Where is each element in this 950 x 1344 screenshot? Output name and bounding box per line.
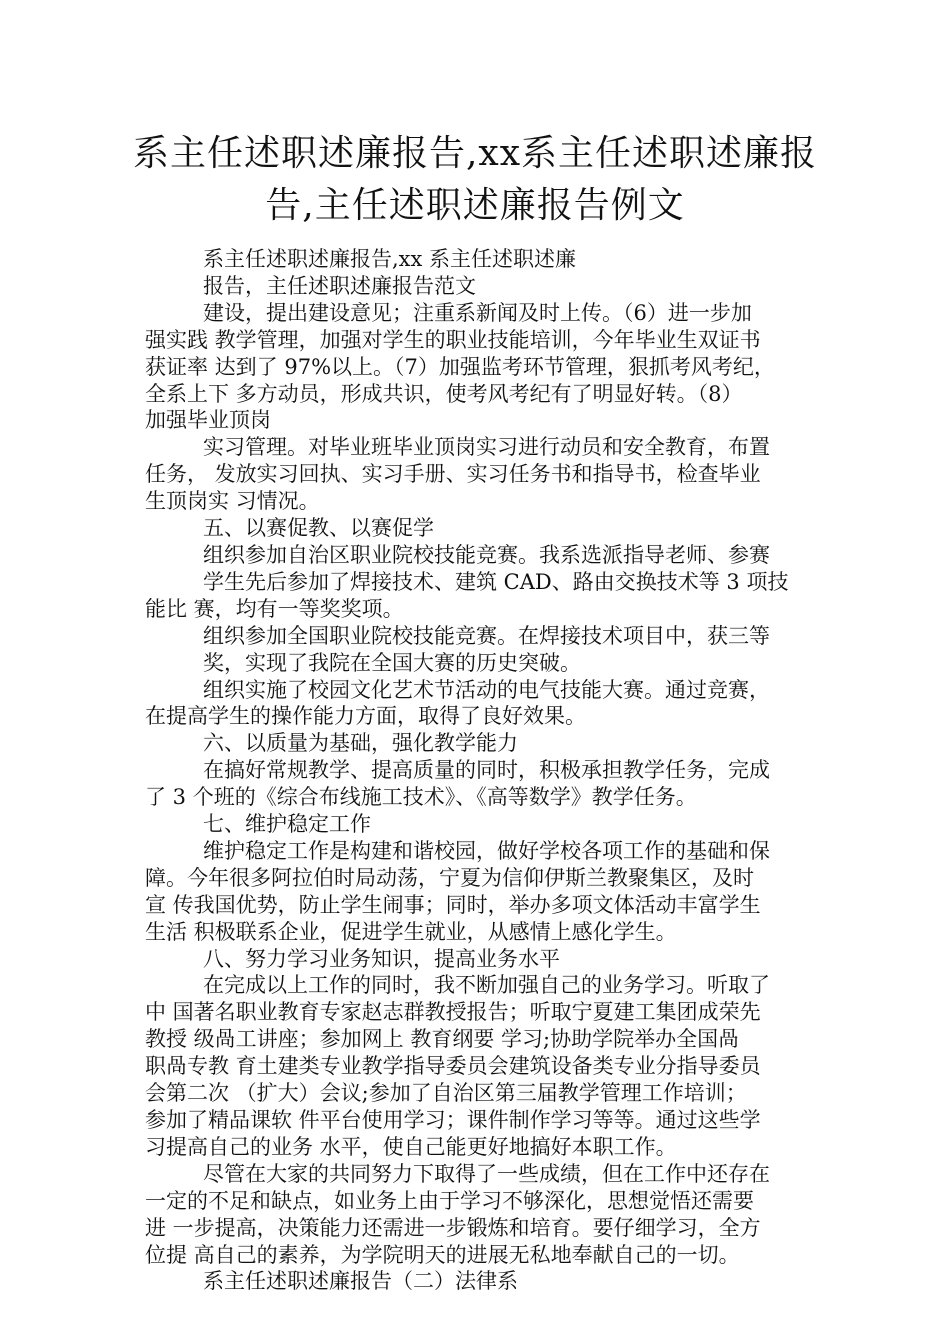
text-line: 了 3 个班的《综合布线施工技术》、《高等数学》教学任务。 [145, 785, 697, 810]
document-body [145, 246, 810, 1295]
text-line: 报告，主任述职述廉报告范文 [203, 273, 476, 298]
text-line: 全系上下 多方动员，形成共识，使考风考纪有了明显好转。（8） [145, 381, 743, 406]
text-line: 组织参加全国职业院校技能竞赛。在焊接技术项目中，获三等 [203, 623, 770, 648]
text-line: 在完成以上工作的同时，我不断加强自己的业务学习。听取了 [203, 973, 770, 998]
text-line: 障。今年很多阿拉伯时局动荡，宁夏为信仰伊斯兰教聚集区，及时 [145, 865, 754, 890]
text-line: 在提高学生的操作能力方面，取得了良好效果。 [145, 704, 586, 729]
text-line: 实习管理。对毕业班毕业顶岗实习进行动员和安全教育，布置 [203, 435, 770, 460]
title-line: 系主任述职述廉报告,xx系主任述职述廉报 [132, 133, 818, 174]
text-line: 生活 积极联系企业，促进学生就业，从感情上感化学生。 [145, 919, 677, 944]
text-line: 宣 传我国优势，防止学生闹事；同时，举办多项文体活动丰富学生 [145, 892, 761, 917]
text-line: 系主任述职述廉报告,xx 系主任述职述廉 [203, 247, 577, 271]
text-line: 建设，提出建设意见；注重系新闻及时上传。（6）进一步加 [203, 300, 752, 325]
text-line: 强实践 教学管理，加强对学生的职业技能培训，今年毕业生双证书 [145, 327, 761, 352]
text-line: 一定的不足和缺点，如业务上由于学习不够深化，思想觉悟还需要 [145, 1188, 754, 1213]
text-line: 位提 高自己的素养，为学院明天的进展无私地奉献自己的一切。 [145, 1242, 740, 1267]
text-line: 生顶岗实 习情况。 [145, 489, 320, 514]
text-line: 尽管在大家的共同努力下取得了一些成绩，但在工作中还存在 [203, 1161, 770, 1186]
text-line: 七、维护稳定工作 [203, 812, 371, 837]
text-line: 会第二次 （扩大）会议;参加了自治区第三届教学管理工作培训； [145, 1081, 747, 1106]
text-line: 五、以赛促教、以赛促学 [203, 516, 434, 541]
text-line: 习提高自己的业务 水平，使自己能更好地搞好本职工作。 [145, 1134, 677, 1159]
text-line: 组织参加自治区职业院校技能竞赛。我系选派指导老师、参赛 [203, 542, 770, 567]
text-line: 获证率 达到了 97%以上。（7）加强监考环节管理，狠抓考风考纪， [145, 354, 775, 379]
text-line: 学生先后参加了焊接技术、建筑 CAD、路由交换技术等 3 项技 [203, 569, 789, 594]
text-line: 组织实施了校园文化艺术节活动的电气技能大赛。通过竞赛， [203, 677, 770, 702]
text-line: 八、努力学习业务知识，提高业务水平 [203, 946, 560, 971]
text-line: 系主任述职述廉报告（二）法律系 [203, 1269, 518, 1294]
text-line: 中 国著名职业教育专家赵志群教授报告；听取宁夏建工集团成荣先 [145, 1000, 761, 1025]
text-line: 参加了精品课软 件平台使用学习；课件制作学习等等。通过这些学 [145, 1108, 761, 1132]
text-line: 教授 级咼工讲座；参加网上 教育纲要 学习;协助学院举办全国咼 [145, 1027, 740, 1052]
title-line: 告,主任述职述廉报告例文 [265, 185, 685, 226]
text-line: 任务， 发放实习回执、实习手册、实习任务书和指导书，检查毕业 [145, 462, 761, 487]
document-title [110, 128, 840, 232]
text-line: 加强毕业顶岗 [145, 408, 271, 433]
text-line: 维护稳定工作是构建和谐校园，做好学校各项工作的基础和保 [203, 838, 770, 863]
text-line: 能比 赛，均有一等奖奖项。 [145, 596, 404, 621]
text-line: 在搞好常规教学、提高质量的同时，积极承担教学任务，完成 [203, 758, 770, 783]
text-line: 六、以质量为基础，强化教学能力 [203, 731, 518, 756]
text-line: 奖，实现了我院在全国大赛的历史突破。 [203, 650, 581, 675]
text-line: 进 一步提高，决策能力还需进一步锻炼和培育。要仔细学习，全方 [145, 1215, 761, 1240]
text-line: 职咼专教 育土建类专业教学指导委员会建筑设备类专业分指导委员 [145, 1054, 761, 1079]
